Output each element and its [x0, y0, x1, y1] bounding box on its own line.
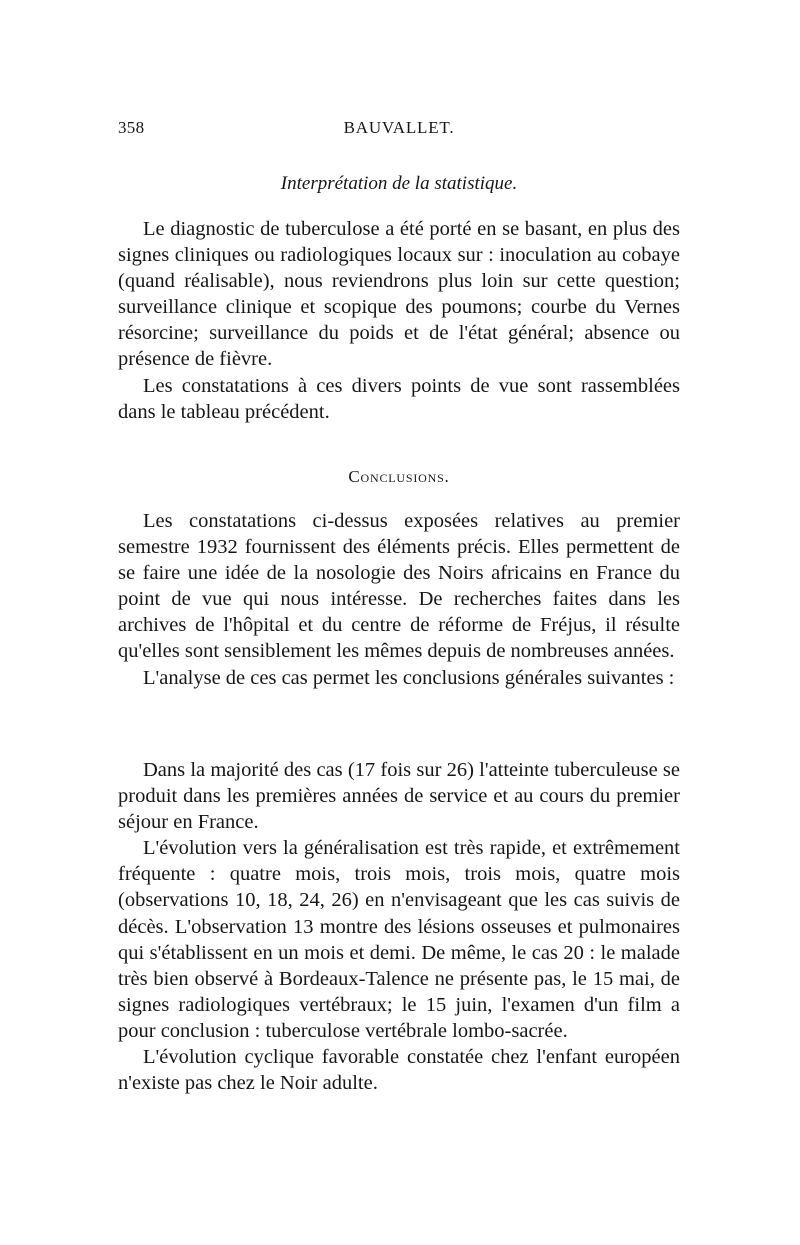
running-head: BAUVALLET. — [343, 118, 455, 137]
conclusion-paragraph: L'évolution vers la généralisation est très rapide, et extrêmement fréquente : quatre mois, trois mois, trois mois, quatre mois (observations 10, 18, 24, 26) en n'envisageant que les cas suivis de décès. L'observation 13 montre des lésions osseuses et pulmonaires qui s'établissent en un mois et demi. De même, le cas 20 : le malade très bien observé à Bordeaux-Talence ne présente pas, le 15 mai, de signes radiologiques vertébraux; le 15 juin, l'examen d'un film a pour conclusion : tuberculose vertébrale lombo-sacrée. — [118, 837, 680, 1042]
conclusion-paragraph: L'évolution cyclique favorable constatée chez l'enfant européen n'existe pas chez le Noir adulte. — [118, 1046, 680, 1095]
document-page — [118, 0, 680, 1245]
section-body-conclusions-intro — [118, 508, 680, 691]
section-body-conclusions-list — [118, 757, 680, 1096]
section-title-conclusions: Conclusions. — [348, 467, 450, 486]
section-body-interpretation — [118, 216, 680, 425]
paragraph: L'analyse de ces cas permet les conclusions générales suivantes : — [143, 666, 675, 689]
page-number: 358 — [118, 118, 145, 137]
paragraph: Le diagnostic de tuberculose a été porté en se basant, en plus des signes cliniques ou radiologiques locaux sur : inoculation au cobaye (quand réalisable), nous reviendrons plus loin sur cette question; surveillance clinique et scopique des poumons; courbe du Vernes résorcine; surveillance du poids et de l'état général; absence ou présence de fièvre. — [118, 218, 680, 371]
section-title-interpretation: Interprétation de la statistique. — [280, 173, 518, 194]
page-header — [118, 118, 680, 142]
conclusion-paragraph: Dans la majorité des cas (17 fois sur 26) l'atteinte tuberculeuse se produit dans les premières années de service et au cours du premier séjour en France. — [118, 759, 680, 834]
paragraph: Les constatations ci-dessus exposées relatives au premier semestre 1932 fournissent des éléments précis. Elles permettent de se faire une idée de la nosologie des Noirs africains en France du point de vue qui nous intéresse. De recherches faites dans les archives de l'hôpital et du centre de réforme de Fréjus, il résulte qu'elles sont sensiblement les mêmes depuis de nombreuses années. — [118, 510, 680, 663]
paragraph: Les constatations à ces divers points de vue sont rassemblées dans le tableau précédent. — [118, 374, 680, 423]
